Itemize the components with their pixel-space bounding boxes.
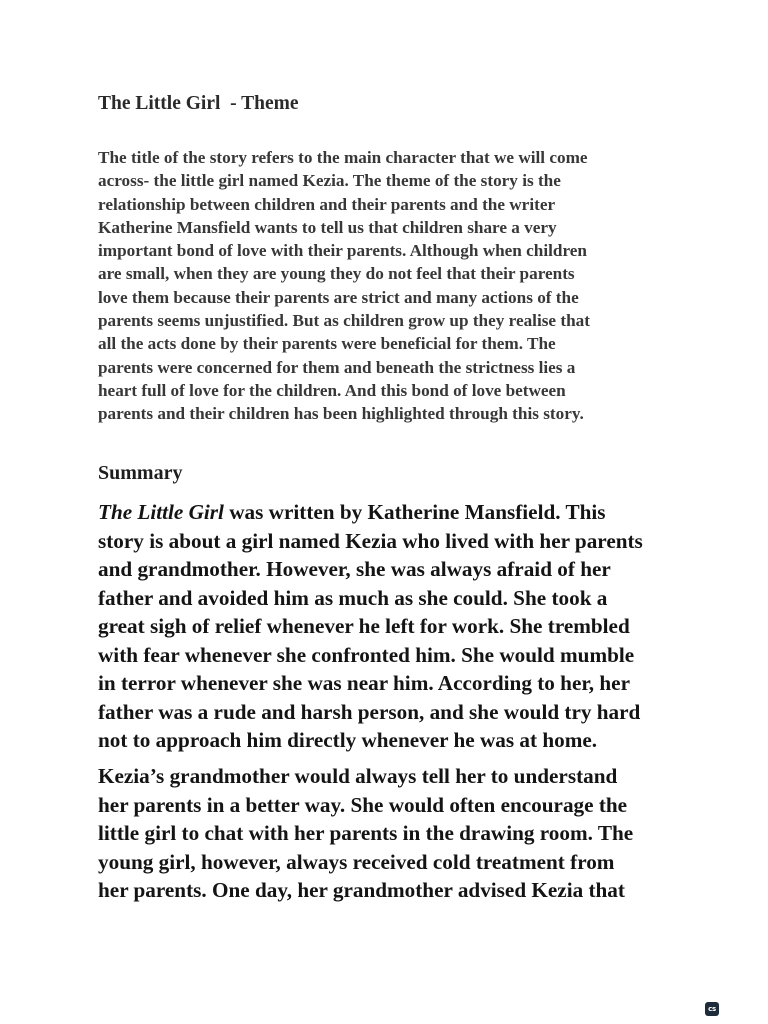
theme-line: relationship between children and their parents and the writer xyxy=(98,194,556,214)
theme-line: all the acts done by their parents were beneficial for them. The xyxy=(98,334,556,354)
theme-line: important bond of love with their parents. Although when children xyxy=(98,241,587,261)
summary-heading: Summary xyxy=(98,462,183,484)
theme-line: parents seems unjustified. But as children grow up they realise that xyxy=(98,311,590,331)
summary-line: father and avoided him as much as she could. She took a xyxy=(98,585,608,610)
summary-line: her parents. One day, her grandmother advised Kezia that xyxy=(98,878,625,902)
summary-line: Kezia’s grandmother would always tell her to understand xyxy=(98,764,618,788)
theme-line: parents and their children has been highlighted through this story. xyxy=(98,404,584,424)
summary-line: her parents in a better way. She would often encourage the xyxy=(98,792,628,817)
camscanner-logo-icon: cs xyxy=(705,1002,719,1016)
summary-line: little girl to chat with her parents in the drawing room. The xyxy=(98,821,634,845)
summary-line: father was a rude and harsh person, and she would try hard xyxy=(98,699,641,724)
summary-line: with fear whenever she confronted him. She would mumble xyxy=(98,642,635,667)
theme-heading: The Little Girl - Theme xyxy=(98,93,299,114)
theme-line: across- the little girl named Kezia. The theme of the story is the xyxy=(98,171,561,191)
summary-line xyxy=(98,498,678,527)
summary-line-text: was written by Katherine Mansfield. This xyxy=(223,500,606,524)
theme-line: love them because their parents are strict and many actions of the xyxy=(98,287,579,307)
theme-paragraph xyxy=(98,146,678,426)
story-title-italic: The Little Girl xyxy=(98,500,224,524)
summary-line: great sigh of relief whenever he left for work. She trembled xyxy=(98,614,630,638)
summary-line: and grandmother. However, she was always afraid of her xyxy=(98,557,611,581)
theme-line: are small, when they are young they do not feel that their parents xyxy=(98,264,575,284)
theme-line: The title of the story refers to the main character that we will come xyxy=(98,148,588,167)
summary-line: not to approach him directly whenever he was at home. xyxy=(98,728,598,752)
summary-paragraph-1 xyxy=(98,498,678,755)
summary-line: story is about a girl named Kezia who lived with her parents xyxy=(98,528,643,553)
summary-line: in terror whenever she was near him. According to her, her xyxy=(98,671,630,695)
theme-line: heart full of love for the children. And this bond of love between xyxy=(98,380,566,400)
summary-line: young girl, however, always received cold treatment from xyxy=(98,849,615,874)
summary-paragraph-2 xyxy=(98,762,678,905)
theme-line: Katherine Mansfield wants to tell us that children share a very xyxy=(98,217,557,237)
theme-line: parents were concerned for them and beneath the strictness lies a xyxy=(98,357,576,377)
